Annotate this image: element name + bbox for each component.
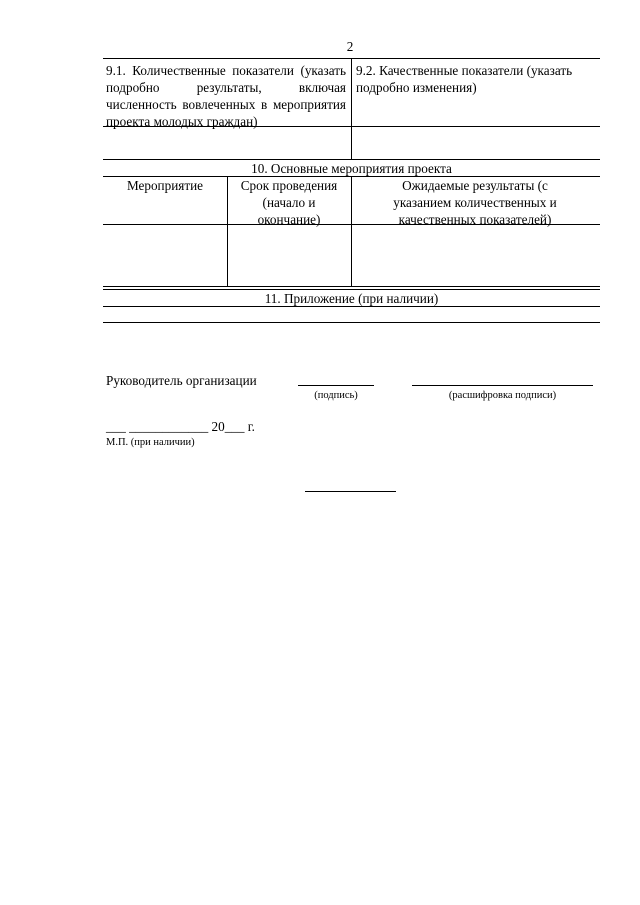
section-title-appendix: 11. Приложение (при наличии): [264, 291, 439, 306]
closing-separator: [305, 491, 396, 492]
date-line: ___ ____________ 20___ г.: [106, 419, 255, 434]
table-row-divider: [103, 306, 600, 307]
quantitative-indicators-cell: 9.1. Количественные показатели (указать подробно результаты, включая численность вовлеченных в мероприятия проекта молодых граждан): [106, 63, 346, 129]
column-header-period: Срок проведения (начало и окончание): [240, 178, 338, 227]
stamp-note: М.П. (при наличии): [106, 437, 195, 448]
head-of-organization-label: Руководитель организации: [106, 373, 257, 388]
column-header-results: Ожидаемые результаты (с указанием количественных и качественных показателей): [393, 178, 557, 227]
table-row-divider: [103, 126, 600, 127]
table-column-divider: [351, 58, 352, 159]
signature-decoding-caption: (расшифровка подписи): [448, 390, 557, 401]
signature-decoding-line: [412, 385, 593, 386]
table-row-divider: [103, 224, 600, 225]
column-header-event: Мероприятие: [126, 178, 204, 193]
section-title-main-events: 10. Основные мероприятия проекта: [251, 161, 452, 176]
signature-caption: (подпись): [314, 390, 358, 401]
qualitative-indicators-cell: 9.2. Качественные показатели (указать подробно изменения): [356, 63, 573, 95]
table-column-divider: [351, 176, 352, 286]
signature-line: [298, 385, 374, 386]
table-border-bottom: [103, 322, 600, 323]
page-number: 2: [346, 39, 354, 54]
table-column-divider: [227, 176, 228, 286]
table-row-divider: [103, 286, 600, 287]
